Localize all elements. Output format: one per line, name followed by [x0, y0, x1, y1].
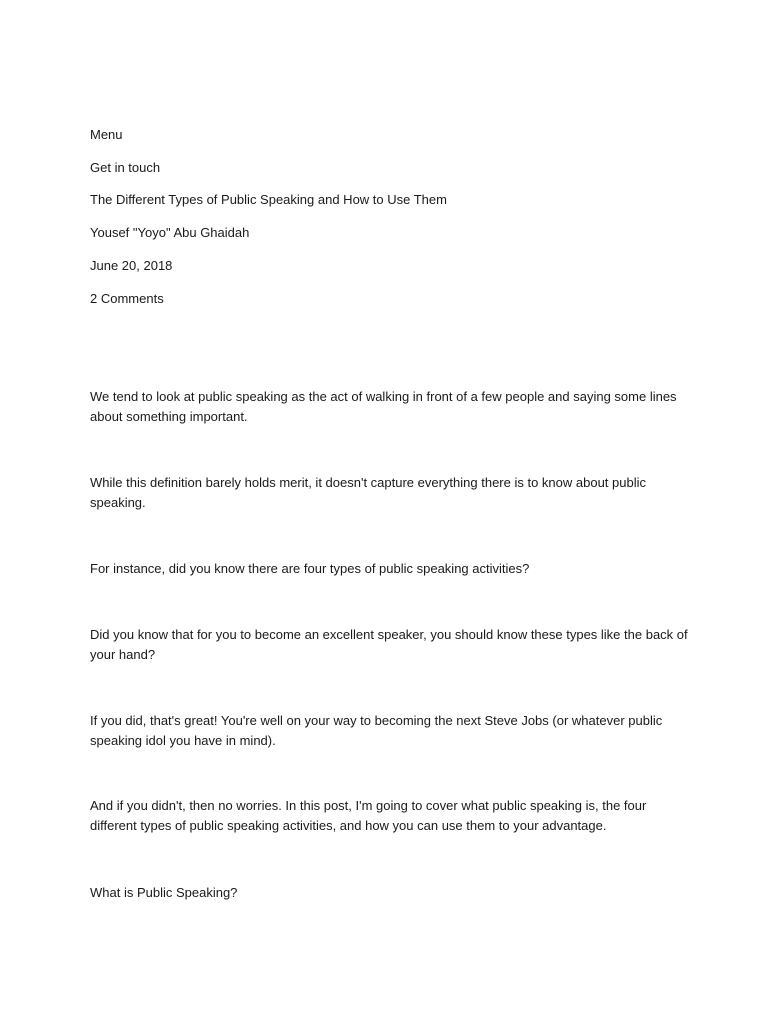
- paragraph-2: While this definition barely holds merit, it doesn't capture everything there is to know about public speaking.: [90, 475, 646, 510]
- publish-date: June 20, 2018: [90, 258, 173, 273]
- paragraph-5: If you did, that's great! You're well on your way to becoming the next Steve Jobs (or whatever public speaking idol you have in mind).: [90, 713, 663, 748]
- paragraph-4: Did you know that for you to become an excellent speaker, you should know these types like the back of your hand?: [90, 627, 688, 662]
- get-in-touch-link[interactable]: Get in touch: [90, 160, 161, 175]
- article-title: The Different Types of Public Speaking and How to Use Them: [90, 192, 447, 207]
- author-name: Yousef "Yoyo" Abu Ghaidah: [90, 225, 250, 240]
- section-heading: What is Public Speaking?: [90, 885, 238, 900]
- paragraph-3: For instance, did you know there are four types of public speaking activities?: [90, 561, 530, 576]
- paragraph-1: We tend to look at public speaking as the act of walking in front of a few people and saying some lines about something important.: [90, 389, 677, 424]
- paragraph-6: And if you didn't, then no worries. In this post, I'm going to cover what public speaking is, the four different types of public speaking activities, and how you can use them to your advantage.: [90, 798, 647, 833]
- comments-link[interactable]: 2 Comments: [90, 291, 164, 306]
- menu-link[interactable]: Menu: [90, 127, 123, 142]
